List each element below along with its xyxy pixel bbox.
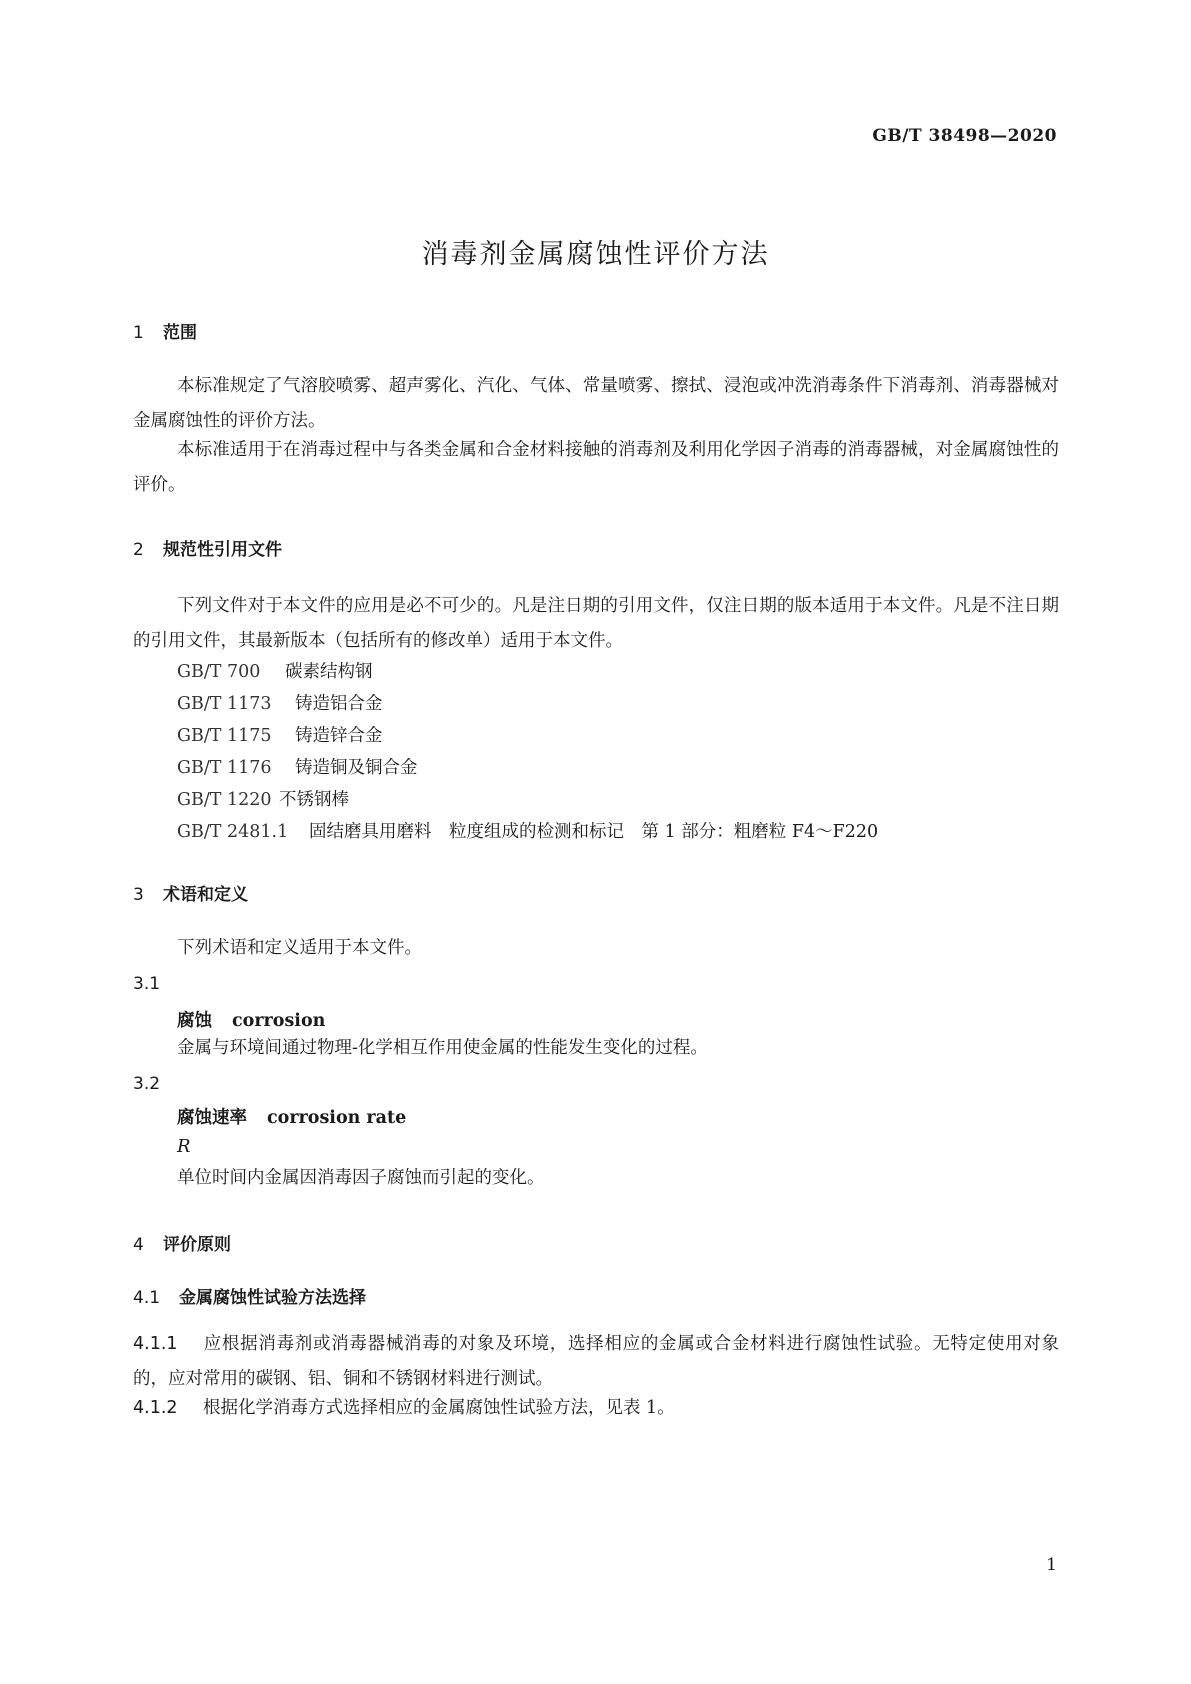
reference-item — [177, 786, 349, 811]
reference-item — [177, 690, 383, 715]
subsection-4-1-heading — [133, 1283, 366, 1308]
section-title: 评价原则 — [163, 1235, 231, 1255]
reference-code: GB/T 1220 — [177, 790, 272, 810]
section-title: 术语和定义 — [163, 885, 248, 905]
reference-item — [177, 658, 373, 683]
section-number: 2 — [133, 540, 144, 560]
subsection-number: 4.1 — [133, 1288, 161, 1308]
term-en: corrosion — [232, 1011, 326, 1031]
clause-text: 应根据消毒剂或消毒器械消毒的对象及环境，选择相应的金属或合金材料进行腐蚀性试验。无特定使用对象的，应对常用的碳钢、铝、铜和不锈钢材料进行测试。 — [133, 1334, 1059, 1389]
term-en: corrosion rate — [267, 1108, 407, 1128]
normative-intro: 下列文件对于本文件的应用是必不可少的。凡是注日期的引用文件，仅注日期的版本适用于本文件。凡是不注日期的引用文件，其最新版本（包括所有的修改单）适用于本文件。 — [133, 596, 1059, 651]
section-1-heading — [133, 318, 197, 343]
term-cn: 腐蚀速率 — [177, 1108, 247, 1128]
reference-title: 碳素结构钢 — [285, 662, 373, 682]
term-definition: 金属与环境间通过物理-化学相互作用使金属的性能发生变化的过程。 — [177, 1038, 708, 1058]
terms-intro: 下列术语和定义适用于本文件。 — [177, 938, 422, 958]
reference-code: GB/T 1175 — [177, 726, 272, 746]
reference-title: 固结磨具用磨料 粒度组成的检测和标记 第 1 部分：粗磨粒 F4～F220 — [309, 822, 879, 842]
section-number: 1 — [133, 323, 144, 343]
section-title: 规范性引用文件 — [163, 540, 282, 560]
section-number: 3 — [133, 885, 144, 905]
reference-title: 铸造锌合金 — [295, 726, 383, 746]
reference-code: GB/T 700 — [177, 662, 261, 682]
clause-number: 4.1.2 — [133, 1398, 178, 1418]
section-number: 4 — [133, 1235, 144, 1255]
section-4-heading — [133, 1230, 231, 1255]
reference-title: 不锈钢棒 — [279, 790, 349, 810]
clause-4-1-1 — [133, 1327, 1059, 1397]
reference-title: 铸造铜及铜合金 — [295, 758, 418, 778]
term-entry — [177, 1007, 325, 1032]
clause-number: 4.1.1 — [133, 1334, 178, 1354]
reference-item — [177, 754, 418, 779]
reference-code: GB/T 1176 — [177, 758, 272, 778]
page-number: 1 — [1046, 1555, 1057, 1575]
scope-paragraph-1: 本标准规定了气溶胶喷雾、超声雾化、汽化、气体、常量喷雾、擦拭、浸泡或冲洗消毒条件下消毒剂、消毒器械对金属腐蚀性的评价方法。 — [133, 376, 1059, 431]
term-symbol: R — [177, 1136, 191, 1157]
term-entry — [177, 1104, 406, 1129]
reference-item — [177, 722, 383, 747]
reference-code: GB/T 2481.1 — [177, 822, 289, 842]
section-2-heading — [133, 535, 282, 560]
reference-item — [177, 818, 878, 843]
section-3-heading — [133, 880, 248, 905]
clause-4-1-2 — [133, 1391, 1059, 1426]
section-title: 范围 — [163, 323, 197, 343]
term-cn: 腐蚀 — [177, 1011, 212, 1031]
subsection-title: 金属腐蚀性试验方法选择 — [179, 1288, 366, 1308]
term-number: 3.2 — [133, 1074, 161, 1094]
standard-code: GB/T 38498—2020 — [872, 126, 1057, 146]
reference-code: GB/T 1173 — [177, 694, 272, 714]
term-number: 3.1 — [133, 974, 161, 994]
reference-title: 铸造铝合金 — [295, 694, 383, 714]
clause-text: 根据化学消毒方式选择相应的金属腐蚀性试验方法，见表 1。 — [203, 1398, 675, 1418]
term-definition: 单位时间内金属因消毒因子腐蚀而引起的变化。 — [177, 1168, 545, 1188]
scope-paragraph-2: 本标准适用于在消毒过程中与各类金属和合金材料接触的消毒剂及利用化学因子消毒的消毒器械，对金属腐蚀性的评价。 — [133, 440, 1059, 495]
document-title: 消毒剂金属腐蚀性评价方法 — [421, 239, 770, 270]
